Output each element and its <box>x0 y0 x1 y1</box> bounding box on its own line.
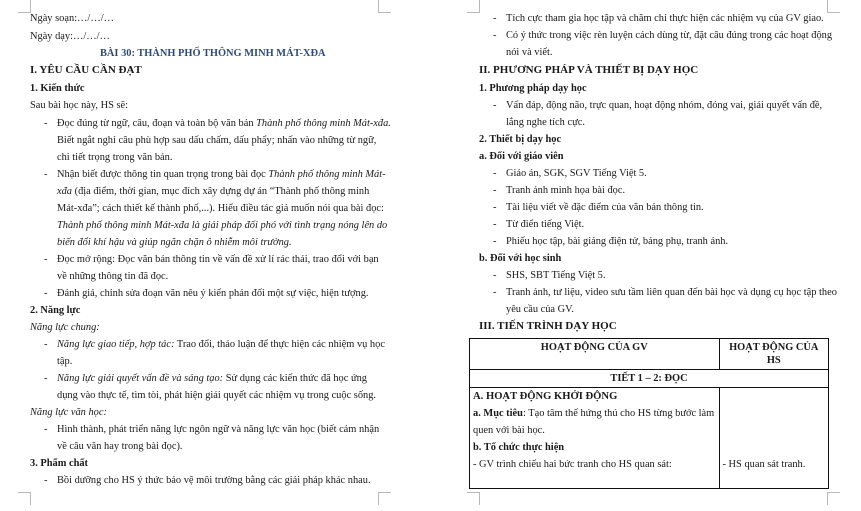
text: (địa điểm, thời gian, mục đích xây dựng dự án “Thành phố thông minh <box>72 186 370 197</box>
text: Trao đổi, thảo luận để thực hiện các nhiệm vụ học <box>174 339 385 350</box>
subheading-thiet-bi: 2. Thiết bị dạy học <box>479 134 562 145</box>
section-heading-tien-trinh: III. TIẾN TRÌNH DẠY HỌC <box>479 320 617 332</box>
hs-action: - HS quan sát tranh. <box>722 459 806 470</box>
bullet-dash: - <box>493 100 497 111</box>
subheading-giao-vien: a. Đối với giáo viên <box>479 151 564 162</box>
subheading-kien-thuc: 1. Kiến thức <box>30 83 85 94</box>
muc-tieu-line-2: quen với bài học. <box>473 425 545 436</box>
intro-text: Sau bài học này, HS sẽ: <box>30 100 129 111</box>
section-heading-yeu-cau: I. YÊU CẦU CẦN ĐẠT <box>30 64 142 76</box>
subheading-nang-luc: 2. Năng lực <box>30 305 81 316</box>
bullet-text: Bồi dưỡng cho HS ý thức bảo vệ môi trường bằng các giải pháp khác nhau. <box>57 475 371 486</box>
bullet-dash: - <box>493 30 497 41</box>
crop-mark <box>827 492 840 505</box>
bullet-dash: - <box>44 475 48 486</box>
bullet-dash: - <box>44 118 48 129</box>
bullet-text: Tích cực tham gia học tập và chăm chỉ thực hiện các nhiệm vụ của GV giao. <box>506 13 824 24</box>
bullet-text: về những thông tin đã đọc. <box>57 271 169 282</box>
bullet-dash: - <box>44 254 48 265</box>
bullet-text: nói và viết. <box>506 47 553 58</box>
muc-tieu-line <box>473 407 716 420</box>
bullet-dash: - <box>493 219 497 230</box>
document-page-left <box>0 0 430 511</box>
to-chuc-heading: b. Tổ chức thực hiện <box>473 442 565 453</box>
bullet-dash: - <box>493 202 497 213</box>
bullet-text: Vấn đáp, động não, trực quan, hoạt động nhóm, đóng vai, giải quyết vấn đề, <box>506 100 823 111</box>
bullet-text: Hình thành, phát triển năng lực ngôn ngữ và năng lực văn học (biết cảm nhận <box>57 424 380 435</box>
crop-mark <box>378 0 391 13</box>
lesson-activity-table <box>469 338 829 489</box>
bullet-dash: - <box>44 424 48 435</box>
bullet-dash: - <box>44 373 48 384</box>
list-item: SHS, SBT Tiếng Việt 5. <box>506 270 606 281</box>
bullet-text <box>57 338 385 351</box>
muc-tieu-text: : Tạo tâm thế hứng thú cho HS từng bước làm <box>522 408 715 419</box>
bullet-dash: - <box>493 13 497 24</box>
bullet-dash: - <box>44 339 48 350</box>
list-item: Từ điển tiếng Việt. <box>506 219 585 230</box>
bullet-text: dụng vào thực tế, tìm tòi, phát hiện giải quyết các nhiệm vụ trong cuộc sống. <box>57 390 377 401</box>
bullet-text: chi tiết trọng trong văn bản. <box>57 152 173 163</box>
list-item: yêu cầu của GV. <box>506 304 574 315</box>
crop-mark <box>467 492 480 505</box>
bullet-text <box>57 117 391 130</box>
italic-text: Thành phố thông minh Mát- <box>268 169 386 180</box>
text: Đọc đúng từ ngữ, câu, đoạn và toàn bộ văn bản <box>57 118 257 129</box>
bullet-dash: - <box>493 287 497 298</box>
bullet-text: Mát-xđa”; cách thiết kế thành phố,...). Hiểu điều tác giả muốn nói qua bài đọc: <box>57 203 384 214</box>
hs-activity-cell <box>719 388 829 489</box>
list-item: Giáo án, SGK, SGV Tiếng Việt 5. <box>506 168 647 179</box>
bullet-text: tập. <box>57 356 73 367</box>
bullet-text: lắng nghe tích cực. <box>506 117 585 128</box>
subheading-pham-chat: 3. Phẩm chất <box>30 458 89 469</box>
table-row-tiet <box>470 370 829 388</box>
subheading-hoc-sinh: b. Đối với học sinh <box>479 253 562 264</box>
list-item: Tài liệu viết về đặc điểm của văn bản thông tin. <box>506 202 704 213</box>
crop-mark <box>827 0 840 13</box>
bullet-text: Đánh giá, chỉnh sửa đoạn văn nêu ý kiến phản đối một sự việc, hiện tượng. <box>57 288 369 299</box>
gv-action: - GV trình chiếu hai bức tranh cho HS quan sát: <box>473 459 672 470</box>
bullet-dash: - <box>493 168 497 179</box>
bullet-dash: - <box>44 288 48 299</box>
header-hs: HOẠT ĐỘNG CỦA HS <box>719 339 829 370</box>
bullet-dash: - <box>493 270 497 281</box>
ngay-soan: Ngày soạn:…/…/… <box>30 13 114 24</box>
italic-text: Năng lực giao tiếp, hợp tác: <box>57 339 175 350</box>
bullet-text: Biết ngắt nghỉ câu phù hợp sau dấu chấm, dấu phẩy; nhấn vào những từ ngữ, <box>57 135 377 146</box>
bullet-dash: - <box>493 236 497 247</box>
crop-mark <box>378 492 391 505</box>
bullet-text: biến đổi khí hậu và giúp ngăn chặn ô nhiễm môi trường. <box>57 237 292 248</box>
table-row <box>470 388 829 489</box>
crop-mark <box>467 0 480 13</box>
bullet-text <box>57 372 367 385</box>
subheading-phuong-phap: 1. Phương pháp dạy học <box>479 83 587 94</box>
bullet-text <box>57 168 386 181</box>
gv-activity-cell <box>470 388 720 489</box>
subheading-nang-luc-van-hoc: Năng lực văn học: <box>30 407 107 418</box>
khoi-dong-heading: A. HOẠT ĐỘNG KHỞI ĐỘNG <box>473 391 618 402</box>
subheading-nang-luc-chung: Năng lực chung: <box>30 322 100 333</box>
ngay-day: Ngày dạy:…/…/… <box>30 31 110 42</box>
list-item: Tranh ảnh, tư liệu, video sưu tầm liên quan đến bài học và dụng cụ học tập theo <box>506 287 837 298</box>
lesson-title: BÀI 30: THÀNH PHỐ THÔNG MINH MÁT-XĐA <box>100 48 326 59</box>
bullet-text: Có ý thức trong việc rèn luyện cách dùng từ, đặt câu đúng trong các hoạt động <box>506 30 833 41</box>
bullet-text <box>57 185 369 198</box>
bullet-dash: - <box>44 169 48 180</box>
muc-tieu-label: a. Mục tiêu <box>473 408 523 419</box>
italic-text: Thành phố thông minh Mát-xđa. <box>256 118 391 129</box>
bullet-text: Đọc mở rộng: Đọc văn bản thông tin về vấn đề xử lí rác thải, trao đổi với bạn <box>57 254 379 265</box>
bullet-dash: - <box>493 185 497 196</box>
list-item: Phiếu học tập, bài giảng điện tử, bảng phụ, tranh ảnh. <box>506 236 729 247</box>
italic-text: xđa <box>57 186 73 197</box>
bullet-text: Thành phố thông minh Mát-xđa là giải pháp đối phó với tình trạng nóng lên do <box>57 220 388 231</box>
italic-text: Năng lực giải quyết vấn đề và sáng tạo: <box>57 373 224 384</box>
text: Nhận biết được thông tin quan trọng trong bài đọc <box>57 169 269 180</box>
bullet-text: về câu văn hay trong bài đọc). <box>57 441 183 452</box>
table-header-row <box>470 339 829 370</box>
text: Sử dụng các kiến thức đã học ứng <box>223 373 367 384</box>
tiet-label: TIẾT 1 – 2: ĐỌC <box>470 370 829 388</box>
header-gv: HOẠT ĐỘNG CỦA GV <box>470 339 720 370</box>
section-heading-phuong-phap: II. PHƯƠNG PHÁP VÀ THIẾT BỊ DẠY HỌC <box>479 64 699 76</box>
list-item: Tranh ảnh minh họa bài đọc. <box>506 185 626 196</box>
crop-mark <box>18 492 31 505</box>
